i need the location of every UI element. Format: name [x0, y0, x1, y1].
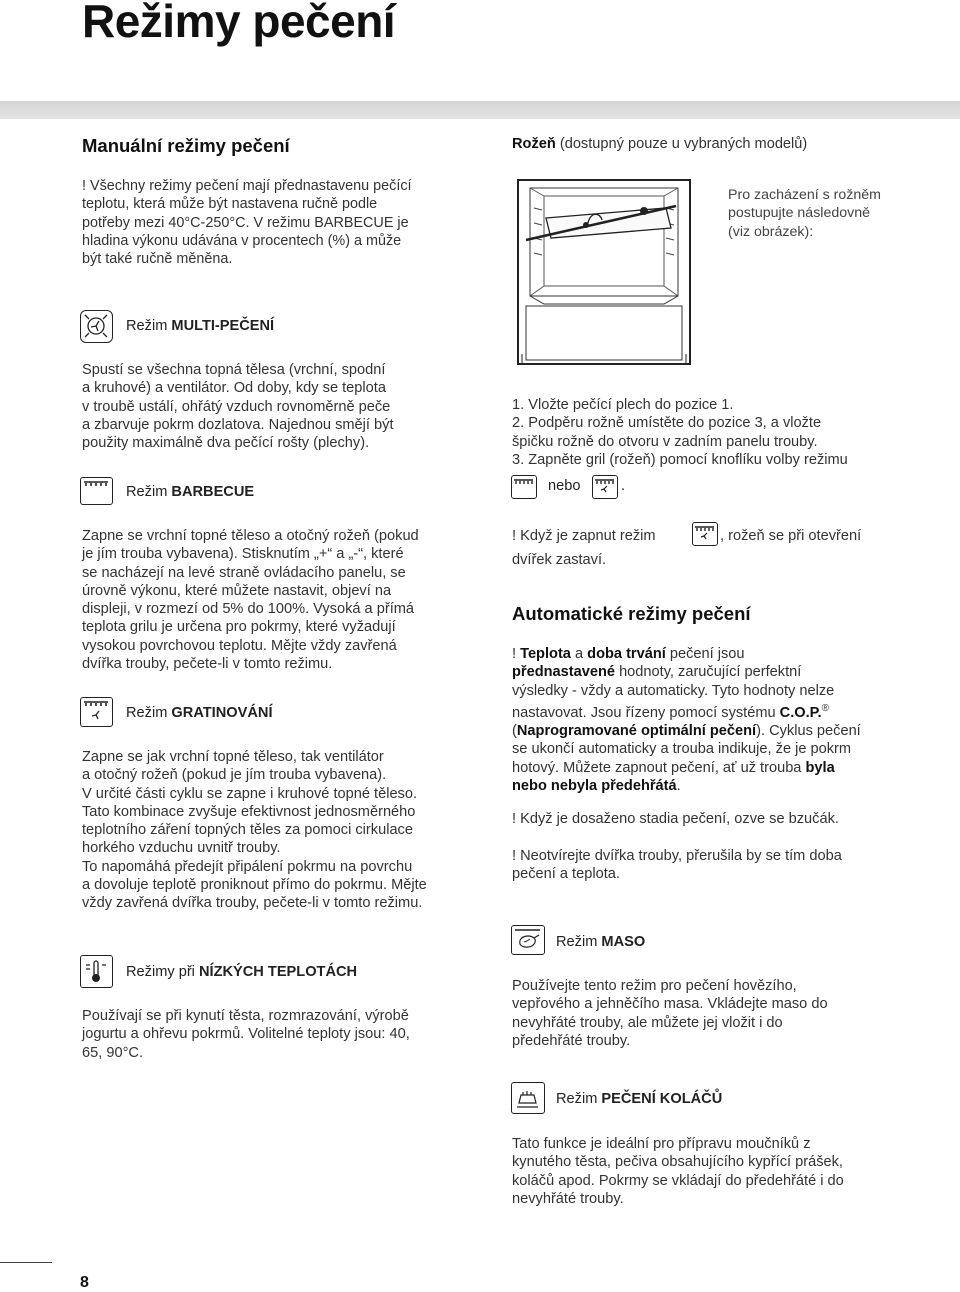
auto-text-segment: !: [512, 646, 521, 662]
mode-prefix: Režim: [126, 318, 168, 334]
rotisserie-label: Rožeň: [512, 136, 556, 152]
mode-kolacu-text: [512, 1135, 844, 1208]
mode-prefix: Režim: [126, 484, 168, 500]
mode-gratin-title: [126, 705, 273, 721]
mode-name: PEČENÍ KOLÁČŮ: [601, 1091, 723, 1107]
mode-gratin-text: [82, 748, 427, 913]
thermometer-low-icon: [80, 955, 113, 988]
text-line: Spustí se všechna topná tělesa (vrchní, spodní: [82, 362, 386, 378]
mode-name: BARBECUE: [171, 484, 255, 500]
auto-text-segment: nebo nebyla předehřátá: [512, 777, 677, 794]
auto-modes-text: [512, 645, 861, 795]
text-line: (viz obrázek):: [728, 223, 814, 240]
step-line: 2. Podpěru rožně umístěte do pozice 3, a vložte: [512, 415, 822, 432]
text-line: horkého vzduchu uvnitř trouby.: [82, 840, 281, 857]
text-line: vepřového a jehněčího masa. Vkládejte maso do: [512, 996, 828, 1013]
auto-text-segment: Naprogramované optimální pečení: [516, 723, 757, 740]
auto-text-segment: pečení jsou: [665, 646, 745, 662]
mode-lowtemp-title: [126, 964, 357, 980]
title-divider-bar: [0, 101, 960, 119]
text-line: v troubě ustálí, ohřátý vzduch rovnoměrně peče: [82, 398, 391, 415]
auto-modes-heading: Automatické režimy pečení: [512, 603, 751, 624]
text-line: 65, 90°C.: [82, 1044, 144, 1061]
text-line: koláčů apod. Pokrmy se vkládají do předehřáté i do: [512, 1172, 844, 1189]
auto-text-segment: Teplota: [520, 646, 571, 662]
text-line: kynutého těsta, pečiva obsahujícího kypřící prášek,: [512, 1154, 843, 1171]
mode-prefix: Režim: [556, 934, 598, 950]
text-line: a zbarvuje pokrm dozlatova. Najednou smějí být: [82, 416, 394, 433]
auto-text-segment: hodnoty, zaručující perfektní: [615, 664, 802, 681]
page-number: 8: [80, 1274, 89, 1291]
text-line: Používejte tento režim pro pečení hovězího,: [512, 978, 797, 994]
auto-line: [512, 759, 861, 777]
text-line: ! Neotvírejte dvířka trouby, přerušila by se tím doba: [512, 848, 842, 864]
auto-text-segment: hotový. Můžete zapnout pečení, ať už trouba: [512, 759, 806, 776]
gratin-icon: [692, 522, 718, 546]
text-line: předehřáté trouby.: [512, 1032, 631, 1049]
grill-icon: [511, 475, 537, 499]
grill-icon: [80, 477, 113, 505]
text-line: Pro zacházení s rožněm: [728, 187, 881, 203]
nebo-period: .: [621, 478, 626, 494]
auto-line: [512, 682, 861, 700]
mode-lowtemp-text: [82, 1007, 410, 1062]
text-line: a kruhové) a ventilátor. Od doby, kdy se teplota: [82, 380, 386, 397]
text-line: a dovoluje teplotě proniknout přímo do pokrmu. Mějte: [82, 877, 427, 894]
text-line: úrovně výkonu, které můžete nastavit, objeví na: [82, 582, 392, 599]
auto-text-segment: doba trvání: [587, 646, 666, 662]
text-line: pečení a teplota.: [512, 866, 620, 883]
intro-line: teplotu, která může být nastavena ručně podle: [82, 196, 378, 213]
text-line: Zapne se jak vrchní topné těleso, tak ventilátor: [82, 749, 384, 765]
mode-multi-title: [126, 318, 274, 334]
auto-text-segment: se ukončí automaticky a trouba indikuje, že je pokrm: [512, 741, 852, 758]
auto-line: [512, 663, 861, 681]
manual-modes-heading: Manuální režimy pečení: [82, 135, 290, 156]
rotisserie-warning-a: ! Když je zapnut režim: [512, 528, 656, 544]
gratin-icon: [80, 697, 113, 727]
auto-line: [512, 645, 861, 663]
auto-line: [512, 777, 861, 795]
text-line: nevyhřáté trouby, ale můžete jej vložit i do: [512, 1014, 783, 1031]
text-line: postupujte následovně: [728, 205, 870, 222]
auto-text-segment: byla: [805, 759, 835, 776]
text-line: vždy zavřená dvířka trouby, pečete-li v tomto režimu.: [82, 895, 423, 912]
gratin-icon: [592, 475, 618, 499]
fan-heating-icon: [80, 310, 113, 343]
oven-rotisserie-illustration: [516, 178, 692, 366]
mode-prefix: Režim: [556, 1091, 598, 1107]
rotisserie-warning-c: dvířek zastaví.: [512, 552, 607, 568]
rotisserie-note: (dostupný pouze u vybraných modelů): [559, 136, 808, 152]
text-line: displeji, v rozmezí od 5% do 100%. Vysoká a přímá: [82, 601, 415, 618]
intro-line: ! Všechny režimy pečení mají přednastavenu pečící: [82, 178, 412, 194]
mode-maso-text: [512, 977, 828, 1050]
text-line: je jím trouba vybavena). Stisknutím „+“ a „-“, které: [82, 546, 404, 563]
auto-line: [512, 740, 861, 758]
meat-icon: [511, 925, 545, 955]
nebo-label: nebo: [548, 478, 581, 494]
mode-barbecue-title: [126, 484, 254, 500]
auto-text-segment: přednastavené: [512, 664, 616, 681]
auto-text-segment: a: [570, 646, 588, 662]
auto-line: [512, 722, 861, 740]
footer-rule: [0, 1262, 52, 1263]
mode-maso-title: [556, 934, 645, 950]
intro-line: být také ručně měněna.: [82, 251, 233, 268]
text-line: teplotního záření topných těles za pomoci cirkulace: [82, 822, 413, 839]
text-line: se nacházejí na levé straně ovládacího panelu, se: [82, 564, 406, 581]
mode-prefix: Režimy při: [126, 964, 195, 980]
step-line: 1. Vložte pečící plech do pozice 1.: [512, 397, 734, 413]
rotisserie-warning-b: , rožeň se při otevření: [720, 528, 862, 544]
step-line: 3. Zapněte gril (rožeň) pomocí knoflíku volby režimu: [512, 451, 848, 468]
mode-barbecue-text: [82, 527, 419, 673]
auto-text-segment: ). Cyklus pečení: [756, 723, 861, 740]
page-title: Režimy pečení: [82, 0, 396, 47]
intro-line: potřeby mezi 40°C-250°C. V režimu BARBECUE je: [82, 214, 409, 231]
text-line: Tato kombinace zvyšuje efektivnost jednosměrného: [82, 803, 416, 820]
manual-intro-text: [82, 177, 412, 268]
auto-text-segment: nastavovat. Jsou řízeny pomocí systému: [512, 704, 780, 721]
auto-text-segment: ®: [821, 702, 829, 714]
auto-text-segment: C.O.P.: [779, 704, 822, 721]
auto-text-segment: (: [512, 723, 517, 740]
rotisserie-heading: [512, 135, 807, 153]
mode-name: GRATINOVÁNÍ: [171, 705, 273, 721]
cake-icon: [511, 1082, 545, 1114]
text-line: Tato funkce je ideální pro přípravu moučníků z: [512, 1136, 811, 1152]
intro-line: hladina výkonu udávána v procentech (%) a může: [82, 232, 402, 249]
mode-prefix: Režim: [126, 705, 168, 721]
auto-text-segment: .: [676, 777, 681, 794]
text-line: dvířka trouby, pečete-li v tomto režimu.: [82, 656, 333, 673]
mode-kolacu-title: [556, 1091, 722, 1107]
buzzer-note: ! Když je dosaženo stadia pečení, ozve se bzučák.: [512, 811, 839, 827]
step-line: špičku rožně do otvoru v zadním panelu trouby.: [512, 433, 818, 450]
mode-multi-text: [82, 361, 394, 452]
text-line: Používají se při kynutí těsta, rozmrazování, výrobě: [82, 1008, 409, 1024]
text-line: teplota grilu je určena pro pokrmy, které vyžadují: [82, 619, 396, 636]
auto-text-segment: výsledky - vždy a automaticky. Tyto hodnoty nelze: [512, 682, 835, 699]
text-line: a otočný rožeň (pokud je jím trouba vybavena).: [82, 767, 387, 784]
text-line: V určité části cyklu se zapne i kruhové topné těleso.: [82, 785, 418, 802]
rotisserie-intro: [728, 186, 881, 241]
door-warning: [512, 847, 842, 884]
mode-name: MULTI-PEČENÍ: [171, 318, 275, 334]
text-line: použity maximálně dva pečící rošty (plechy).: [82, 435, 370, 452]
text-line: jogurtu a ohřevu pokrmů. Volitelné teploty jsou: 40,: [82, 1026, 410, 1043]
text-line: nevyhřáté trouby.: [512, 1190, 624, 1207]
mode-name: MASO: [601, 934, 646, 950]
auto-line: [512, 700, 861, 722]
text-line: To napomáhá předejít připálení pokrmu na povrchu: [82, 858, 413, 875]
mode-name: NÍZKÝCH TEPLOTÁCH: [198, 964, 358, 980]
rotisserie-steps: [512, 396, 848, 469]
text-line: Zapne se vrchní topné těleso a otočný rožeň (pokud: [82, 528, 419, 544]
text-line: vysokou povrchovou teplotu. Mějte vždy zavřená: [82, 637, 397, 654]
